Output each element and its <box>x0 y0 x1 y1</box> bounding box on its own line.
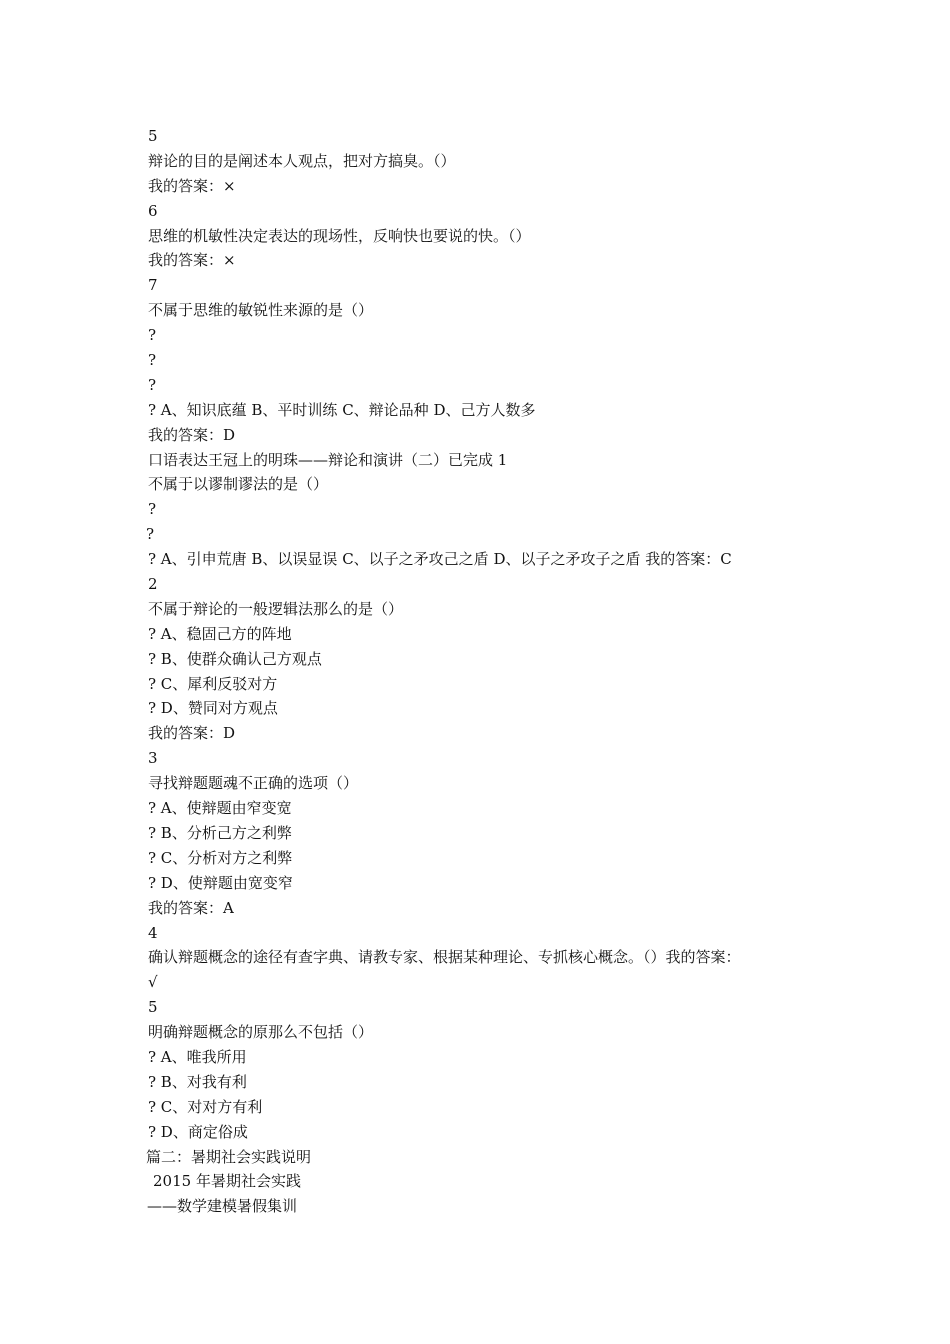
text-line: 2 <box>148 575 158 594</box>
text-line: ? B、使群众确认己方观点 <box>148 649 322 668</box>
text-line: 我的答案：A <box>148 898 234 917</box>
text-line: ? D、使辩题由宽变窄 <box>148 873 293 892</box>
text-line: 明确辩题概念的原那么不包括（） <box>148 1023 374 1042</box>
text-line: ? A、唯我所用 <box>148 1047 247 1066</box>
text-line: 6 <box>148 201 158 220</box>
text-line: 2015 年暑期社会实践 <box>153 1172 301 1191</box>
text-line: ? <box>148 351 157 370</box>
text-line: 不属于辩论的一般逻辑法那么的是（） <box>148 599 404 618</box>
text-line: 我的答案：× <box>148 251 236 270</box>
text-line: 我的答案：D <box>148 724 236 743</box>
text-line: 3 <box>148 749 158 768</box>
text-line: ? C、分析对方之利弊 <box>148 848 293 867</box>
text-line: 确认辩题概念的途径有查字典、请教专家、根据某种理论、专抓核心概念。（）我的答案： <box>148 948 741 967</box>
text-line: ? B、对我有利 <box>148 1072 247 1091</box>
text-line: ? A、知识底蕴 B、平时训练 C、辩论品种 D、己方人数多 <box>148 400 536 419</box>
text-line: 口语表达王冠上的明珠——辩论和演讲（二）已完成 1 <box>148 450 508 469</box>
text-line: ? A、引申荒唐 B、以误显误 C、以子之矛攻己之盾 D、以子之矛攻子之盾 我的答案：C <box>148 550 732 569</box>
text-line: 不属于思维的敏锐性来源的是（） <box>148 301 374 320</box>
text-line: ? <box>146 525 155 544</box>
text-line: ? B、分析己方之利弊 <box>148 823 292 842</box>
text-line: ? <box>148 326 157 345</box>
text-line: ? D、商定俗成 <box>148 1122 248 1141</box>
text-line: ? C、犀利反驳对方 <box>148 674 278 693</box>
text-line: 篇二：暑期社会实践说明 <box>146 1147 312 1166</box>
text-line: ? D、赞同对方观点 <box>148 699 278 718</box>
text-line: 寻找辩题题魂不正确的选项（） <box>148 774 359 793</box>
document-body <box>148 124 828 1219</box>
text-line: 我的答案：D <box>148 425 236 444</box>
text-line: 我的答案：× <box>148 176 236 195</box>
text-line: 5 <box>148 127 158 145</box>
text-line: ? A、使辩题由窄变宽 <box>148 799 292 818</box>
text-line: 辩论的目的是阐述本人观点，把对方搞臭。（） <box>148 151 456 170</box>
text-line: 不属于以谬制谬法的是（） <box>148 475 329 494</box>
text-line: 4 <box>148 923 158 942</box>
text-line: ——数学建模暑假集训 <box>147 1197 298 1216</box>
text-line: ? <box>148 375 157 394</box>
text-line: 5 <box>148 998 158 1017</box>
text-line: ? C、对对方有利 <box>148 1097 263 1116</box>
text-line: ? <box>148 500 157 519</box>
text-line: √ <box>148 973 158 992</box>
text-line: ? A、稳固己方的阵地 <box>148 624 292 643</box>
text-line: 思维的机敏性决定表达的现场性，反响快也要说的快。（） <box>148 226 531 245</box>
text-line: 7 <box>148 276 158 295</box>
